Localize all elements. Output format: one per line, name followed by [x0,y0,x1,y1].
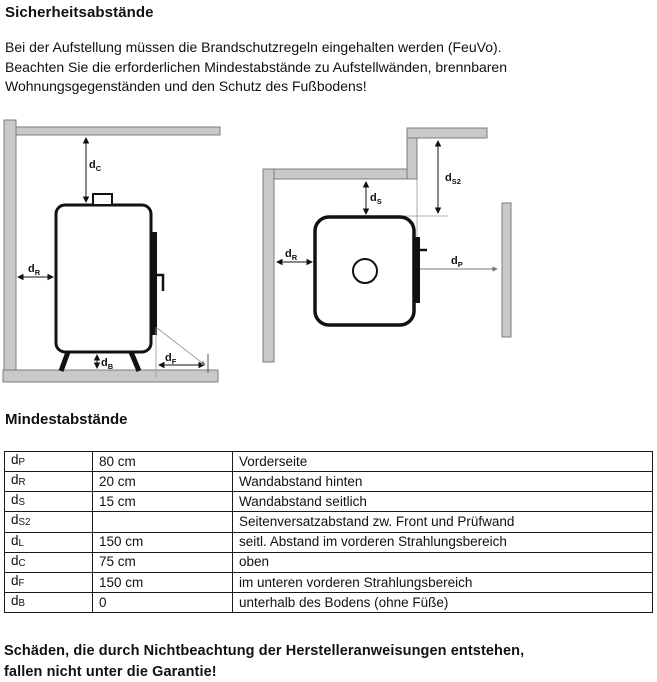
symbol-cell: $d_{S2}$ [5,512,93,532]
description-cell: Vorderseite [233,452,653,472]
symbol-cell: $d_R$ [5,472,93,492]
description-cell: unterhalb des Bodens (ohne Füße) [233,593,653,613]
table-row [5,472,653,492]
diagrams-svg [0,115,657,397]
floor [3,370,218,382]
wall-side [263,169,274,362]
flue-outlet-top [353,259,377,283]
description-cell: Wandabstand seitlich [233,492,653,512]
flue-stub [93,194,112,205]
table-row [5,593,653,613]
stove-leg-right [131,352,139,371]
value-cell: 20 cm [93,472,233,492]
stove-door-top [413,237,420,303]
page-title: Sicherheitsabstände [5,4,154,21]
table-row [5,452,653,472]
value-cell: 80 cm [93,452,233,472]
value-cell: 15 cm [93,492,233,512]
description-cell: oben [233,552,653,572]
table-row [5,552,653,572]
ceiling [16,127,220,135]
wall-left [4,120,16,382]
label-ds2: $d_{S2}$ [445,172,461,186]
wall-back [263,169,417,179]
label-db: $d_B$ [101,357,114,371]
description-cell: Wandabstand hinten [233,472,653,492]
intro-line: Beachten Sie die erforderlichen Mindestabstände zu Aufstellwänden, brennbaren [5,58,507,78]
symbol-cell: $d_S$ [5,492,93,512]
intro-line: Bei der Aufstellung müssen die Brandschutzregeln eingehalten werden (FeuVo). [5,38,507,58]
wall-offset [407,128,487,138]
label-dc: $d_C$ [89,159,102,173]
door-handle-front [157,275,163,291]
table-title: Mindestabstände [5,411,128,428]
value-cell: 0 [93,593,233,613]
value-cell: 150 cm [93,572,233,592]
value-cell: 150 cm [93,532,233,552]
description-cell: Seitenversatzabstand zw. Front und Prüfwand [233,512,653,532]
label-dr-top: $d_R$ [285,248,298,262]
table-row [5,492,653,512]
test-wall-pruefwand [502,203,511,337]
minimum-distances-table [4,451,653,613]
value-cell: 75 cm [93,552,233,572]
warning-line: Schäden, die durch Nichtbeachtung der Herstelleranweisungen entstehen, [4,641,524,662]
intro-line: Wohnungsgegenständen und den Schutz des Fußbodens! [5,77,507,97]
stove-body-front [56,205,151,352]
stove-front-view-diagram [3,120,220,382]
stove-leg-left [61,352,68,371]
label-ds: $d_S$ [370,192,382,206]
stove-door-front [150,232,157,335]
label-dp: $d_P$ [451,255,463,269]
symbol-cell: $d_C$ [5,552,93,572]
safety-distance-diagrams [0,115,657,397]
description-cell: im unteren vorderen Strahlungsbereich [233,572,653,592]
warning-line: fallen nicht unter die Garantie! [4,662,524,682]
stove-top-view-diagram [263,128,511,362]
symbol-cell: $d_B$ [5,593,93,613]
description-cell: seitl. Abstand im vorderen Strahlungsbereich [233,532,653,552]
value-cell [93,512,233,532]
table-row [5,572,653,592]
table-row [5,532,653,552]
symbol-cell: $d_P$ [5,452,93,472]
label-df: $d_F$ [165,352,177,366]
symbol-cell: $d_L$ [5,532,93,552]
symbol-cell: $d_F$ [5,572,93,592]
intro-paragraph [5,38,507,97]
warranty-warning [4,641,524,682]
label-dr-front: $d_R$ [28,263,41,277]
table-row [5,512,653,532]
